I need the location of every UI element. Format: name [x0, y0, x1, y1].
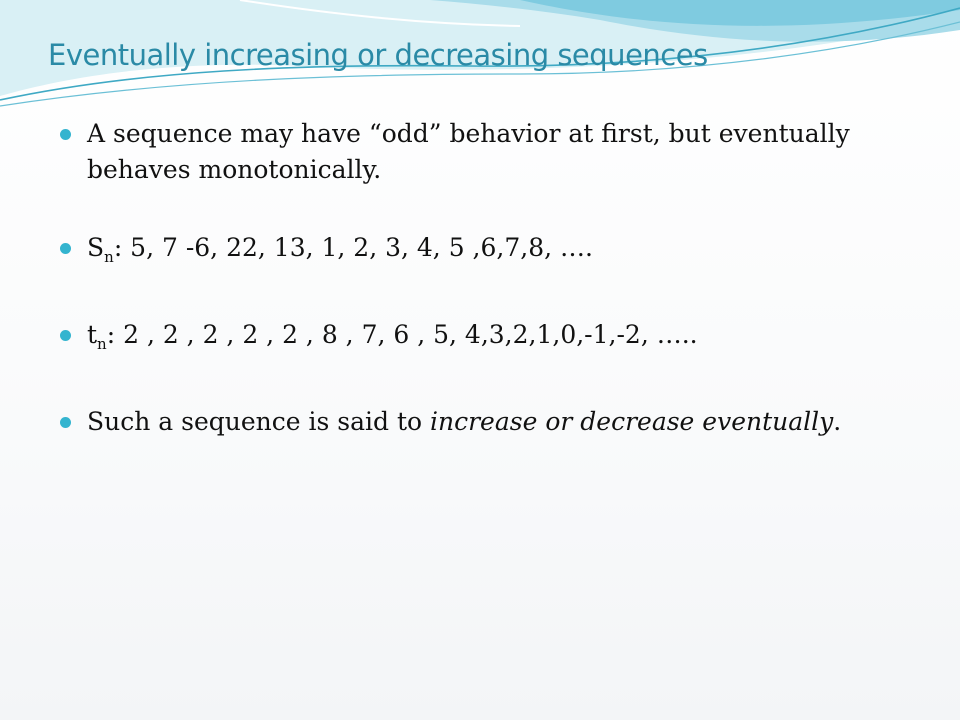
bullet-text: A sequence may have “odd” behavior at first, but eventually behaves monotonically.	[87, 119, 850, 184]
sequence-terms: : 2 , 2 , 2 , 2 , 2 , 8 , 7, 6 , 5, 4,3,2,1,0,-1,-2, …..	[106, 320, 698, 349]
definition-lead: Such a sequence is said to	[87, 407, 430, 436]
definition-emphasis: increase or decrease eventually	[430, 407, 834, 436]
bullet-item-definition	[60, 404, 920, 440]
sequence-variable: t	[87, 320, 98, 349]
bullet-item-s-sequence	[60, 230, 920, 275]
bullet-dot-icon	[60, 330, 71, 341]
definition-tail: .	[833, 407, 842, 436]
bullet-item-odd-behavior	[60, 116, 920, 188]
bullet-dot-icon	[60, 243, 71, 254]
slide-title: Eventually increasing or decreasing sequences	[48, 38, 708, 72]
sequence-subscript: n	[97, 335, 107, 353]
sequence-subscript: n	[104, 248, 114, 266]
bullet-dot-icon	[60, 129, 71, 140]
bullet-dot-icon	[60, 417, 71, 428]
sequence-terms: : 5, 7 -6, 22, 13, 1, 2, 3, 4, 5 ,6,7,8, ….	[113, 233, 593, 262]
bullet-list	[60, 116, 920, 440]
sequence-variable: S	[87, 233, 105, 262]
bullet-item-t-sequence	[60, 317, 920, 362]
